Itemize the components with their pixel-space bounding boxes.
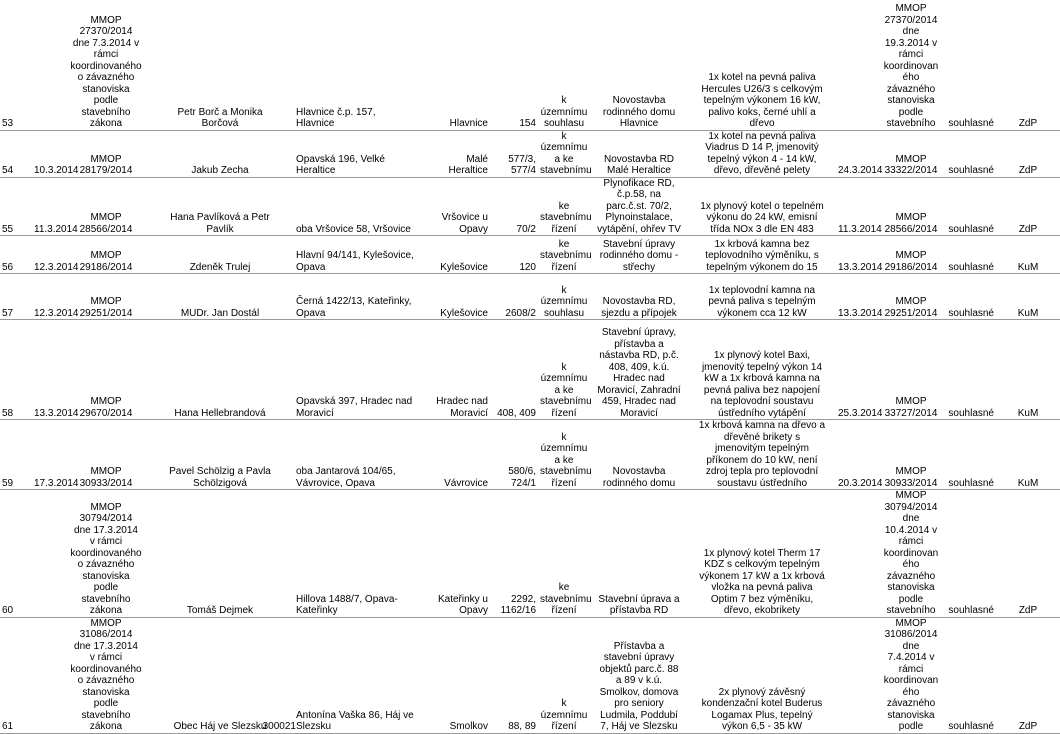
construction-action: Stavební úpravy rodinného domu - střechy (599, 238, 679, 273)
decision-reference: MMOP 33727/2014 (884, 396, 938, 419)
procedure-type: ke stavebnímu řízení (540, 238, 592, 273)
officer-code: KuM (1017, 261, 1039, 273)
table-row (0, 617, 1060, 733)
officer-code: ZdP (1018, 721, 1038, 732)
officer-code: ZdP (1018, 223, 1038, 235)
cadastral-area: Hlavnice (449, 118, 488, 129)
heat-source: 1x plynový kotel Therm 17 KDZ s celkovým tepelným výkonem 17 kW a 1x krbová vložka na pevná paliva Optim 7 bez výměníku, dřevo, ekobrikety (699, 547, 825, 616)
cadastral-area: Kylešovice (440, 261, 488, 273)
procedure-type: k územnímu souhlasu (540, 284, 588, 319)
decision-status: souhlasné (948, 307, 994, 319)
decision-reference: MMOP 29186/2014 (884, 250, 938, 273)
parcel-number: 154 (519, 118, 536, 129)
cadastral-area: Kylešovice (440, 307, 488, 319)
reference-number: MMOP 30794/2014 dne 17.3.2014 v rámci koordinovaného o závazného stanoviska podle stavebního zákona (70, 501, 142, 616)
procedure-type: k územnímu a ke stavebnímu řízení (540, 361, 592, 419)
table-row (0, 130, 1060, 177)
applicant-name: Hana Hellebrandová (174, 407, 266, 419)
heat-source: 1x krbová kamna na dřevo a dřevěné brikety s jmenovitým tepelným příkonem do 10 kW, není zdroj tepla pro teplovodní soustavu ústředního (698, 420, 826, 489)
officer-code: KuM (1017, 307, 1039, 319)
heat-source: 1x teplovodní kamna na pevná paliva s tepelným výkonem cca 12 kW (708, 284, 816, 319)
applicant-name: Pavel Schölzig a Pavla Schölzigová (169, 466, 271, 489)
address: oba Vršovice 58, Vršovice (296, 223, 411, 235)
cadastral-area: Vršovice u Opavy (441, 212, 488, 235)
applicant-name: Petr Borč a Monika Borčová (177, 106, 263, 129)
record-date (32, 0, 66, 130)
procedure-type: ke stavebnímu řízení (540, 200, 592, 235)
address: Antonína Vaška 86, Háj ve Slezsku (296, 709, 414, 732)
decision-status: souhlasné (948, 721, 994, 732)
table-row (0, 490, 1060, 618)
applicant-name: Zdeněk Trulej (189, 261, 251, 273)
row-number: 58 (2, 407, 14, 419)
decision-reference: MMOP 28566/2014 (884, 212, 938, 235)
table-row (0, 320, 1060, 420)
decision-reference: MMOP 30794/2014 dne 10.4.2014 v rámci koordinovan ého závazného stanoviska podle stavebního (883, 490, 939, 616)
applicant-name: Tomáš Dejmek (186, 605, 254, 616)
decision-date (836, 490, 880, 618)
reference-number: MMOP 29670/2014 (79, 396, 133, 419)
row-number: 56 (2, 261, 14, 273)
table-row (0, 177, 1060, 236)
parcel-number: 120 (519, 261, 536, 273)
applicant-name: Jakub Zecha (191, 165, 249, 176)
row-number: 53 (2, 118, 14, 129)
decision-date: 20.3.2014 (838, 477, 883, 489)
record-date: 11.3.2014 (34, 223, 78, 235)
record-date: 13.3.2014 (34, 407, 79, 419)
parcel-number: 408, 409 (497, 407, 536, 419)
decision-status: souhlasné (948, 261, 994, 273)
decision-status: souhlasné (948, 477, 994, 489)
decision-date: 24.3.2014 (838, 165, 883, 176)
reference-number: MMOP 27370/2014 dne 7.3.2014 v rámci koordinovaného o závazného stanoviska podle stavebního zákona (70, 14, 142, 129)
reference-number: MMOP 31086/2014 dne 17.3.2014 v rámci koordinovaného o závazného stanoviska podle stavebního zákona (70, 617, 142, 732)
decision-reference: MMOP 30933/2014 (884, 466, 938, 489)
address: Hlavnice č.p. 157, Hlavnice (296, 106, 376, 129)
record-date: 17.3.2014 (34, 477, 79, 489)
officer-code: KuM (1017, 407, 1039, 419)
row-number: 59 (2, 477, 14, 489)
heat-source: 1x krbová kamna bez teplovodního výměníku, s tepelným výkonem do 15 (705, 238, 819, 273)
construction-action: Novostavba RD, sjezdu a přípojek (601, 296, 677, 319)
applicant-name: Hana Pavlíková a Petr Pavlík (170, 212, 270, 235)
decision-status: souhlasné (948, 223, 994, 235)
address: oba Jantarová 104/65, Vávrovice, Opava (296, 466, 396, 489)
heat-source: 1x plynový kotel o tepelném výkonu do 24 kW, emisní třída NOx 3 dle EN 483 (700, 200, 824, 235)
procedure-type: k územnímu a ke stavebnímu řízení (540, 431, 592, 489)
construction-action: Novostavba rodinného domu Hlavnice (602, 95, 676, 129)
parcel-number: 580/6, 724/1 (508, 466, 536, 489)
table-row (0, 236, 1060, 274)
procedure-type: k územnímu řízení (540, 698, 588, 732)
procedure-type: k územnímu souhlasu (540, 95, 588, 129)
decision-date: 25.3.2014 (838, 407, 883, 419)
cadastral-area: Malé Heraltice (448, 153, 488, 176)
address: Hlavní 94/141, Kylešovice, Opava (296, 250, 414, 273)
row-number: 61 (2, 721, 14, 732)
parcel-number: 2608/2 (505, 307, 536, 319)
procedure-type: k územnímu a ke stavebnímu (540, 130, 592, 176)
heat-source: 1x plynový kotel Baxi, jmenovitý tepelný výkon 14 kW a 1x krbová kamna na pevná paliva bez napojení na teplovodní soustavu ústředního vytápění (701, 350, 823, 419)
address: Opavská 397, Hradec nad Moravicí (296, 396, 413, 419)
decision-reference: MMOP 27370/2014 dne 19.3.2014 v rámci koordinovan ého závazného stanoviska podle stavebního (883, 3, 939, 129)
decision-status: souhlasné (948, 165, 994, 176)
reference-number: MMOP 30933/2014 (79, 466, 133, 489)
reference-number: MMOP 29186/2014 (79, 250, 133, 273)
decision-status: souhlasné (948, 407, 994, 419)
parcel-number: 2292, 1162/16 (500, 593, 536, 616)
cadastral-area: Vávrovice (444, 477, 488, 489)
decision-status: souhlasné (948, 605, 994, 616)
officer-code: ZdP (1018, 165, 1038, 176)
construction-action: Novostavba rodinného domu (602, 466, 676, 489)
applicant-name: Obec Háj ve Slezsku 300021 (173, 721, 296, 732)
heat-source: 2x plynový závěsný kondenzační kotel Buderus Logamax Plus, tepelný výkon 6,5 - 35 kW (701, 686, 823, 732)
address: Opavská 196, Velké Heraltice (296, 153, 385, 176)
construction-action: Stavební úpravy, přístavba a nástavba RD, p.č. 408, 409, k.ú. Hradec nad Moravicí, Zahradní 459, Hradec nad Moravicí (597, 327, 681, 419)
construction-action: Stavební úprava a přístavba RD (598, 593, 680, 616)
table-row (0, 420, 1060, 490)
table-row (0, 0, 1060, 130)
address: Hillova 1488/7, Opava- Kateřinky (296, 593, 398, 616)
decision-date: 11.3.2014 (838, 223, 882, 235)
decision-reference: MMOP 29251/2014 (884, 296, 938, 319)
officer-code: ZdP (1018, 605, 1038, 616)
parcel-number: 577/3, 577/4 (508, 153, 536, 176)
procedure-type: ke stavebnímu řízení (540, 582, 592, 616)
row-number: 55 (2, 223, 14, 235)
construction-action: Přístavba a stavební úpravy objektů parc.č. 88 a 89 v k.ú. Smolkov, domova pro seniory Ludmila, Poddubí 7, Háj ve Slezsku (599, 640, 679, 732)
decision-reference: MMOP 31086/2014 dne 7.4.2014 v rámci koordinovan ého závazného stanoviska podle (883, 617, 939, 732)
record-date: 10.3.2014 (34, 165, 79, 176)
construction-action: Novostavba RD Malé Heraltice (603, 153, 675, 176)
heat-source: 1x kotel na pevná paliva Hercules U26/3 s celkovým tepelným výkonem 16 kW, palivo koks, černé uhlí a dřevo (701, 72, 823, 129)
officer-code: KuM (1017, 477, 1039, 489)
row-number: 54 (2, 165, 14, 176)
cadastral-area: Hradec nad Moravicí (436, 396, 488, 419)
reference-number: MMOP 28179/2014 (79, 153, 133, 176)
record-date (32, 490, 66, 618)
table-row (0, 274, 1060, 320)
row-number: 57 (2, 307, 14, 319)
postal-code: 300021 (262, 721, 296, 732)
cadastral-area: Smolkov (449, 721, 488, 732)
decision-date: 13.3.2014 (838, 261, 883, 273)
construction-action: Plynofikace RD, č.p.58, na parc.č.st. 70/2, Plynoinstalace, vytápění, ohřev TV (597, 177, 681, 235)
decision-date (836, 0, 880, 130)
parcel-number: 88, 89 (508, 721, 536, 732)
reference-number: MMOP 28566/2014 (79, 212, 133, 235)
record-date: 12.3.2014 (34, 261, 79, 273)
applicant-name: MUDr. Jan Dostál (180, 307, 260, 319)
parcel-number: 70/2 (516, 223, 536, 235)
officer-code: ZdP (1018, 118, 1038, 129)
decision-date (836, 617, 880, 733)
cadastral-area: Kateřinky u Opavy (437, 593, 488, 616)
reference-number: MMOP 29251/2014 (79, 296, 133, 319)
decision-date: 13.3.2014 (838, 307, 883, 319)
address: Černá 1422/13, Kateřinky, Opava (296, 296, 412, 319)
decision-reference: MMOP 33322/2014 (884, 153, 938, 176)
decision-status: souhlasné (948, 118, 994, 129)
record-date: 12.3.2014 (34, 307, 79, 319)
row-number: 60 (2, 605, 14, 616)
heat-source: 1x kotel na pevná paliva Viadrus D 14 P, jmenovitý tepelný výkon 4 - 14 kW, dřevo, dřevěné pelety (705, 130, 819, 176)
record-date (32, 617, 66, 733)
